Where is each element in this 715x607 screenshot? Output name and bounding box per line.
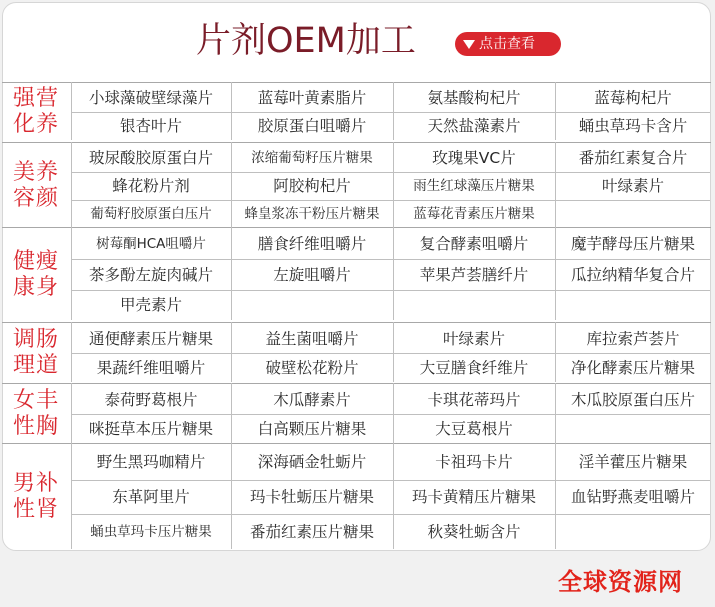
column-divider [71, 142, 72, 228]
product-cell[interactable]: 葡萄籽胶原蛋白压片 [90, 206, 212, 222]
product-cell[interactable]: 甲壳素片 [119, 295, 182, 314]
product-cell[interactable]: 氨基酸枸杞片 [427, 89, 521, 107]
product-cell[interactable]: 淫羊藿压片糖果 [578, 453, 688, 472]
column-divider [555, 227, 556, 320]
section-divider [2, 322, 711, 323]
product-cell[interactable]: 胶原蛋白咀嚼片 [257, 117, 367, 135]
row-divider [72, 172, 710, 173]
product-cell[interactable]: 瓜拉纳精华复合片 [570, 265, 695, 284]
section-label [2, 445, 70, 549]
column-divider [393, 443, 394, 549]
column-divider [231, 82, 232, 140]
product-cell[interactable]: 银杏叶片 [119, 117, 182, 135]
product-cell[interactable]: 通便酵素压片糖果 [88, 329, 213, 348]
section-label-line: 健瘦 [12, 248, 59, 274]
product-cell[interactable]: 野生黑玛咖精片 [96, 453, 206, 472]
section-label-line: 女丰 [12, 388, 59, 413]
row-divider [72, 259, 710, 260]
column-divider [231, 227, 232, 320]
product-cell[interactable]: 雨生红球藻压片糖果 [413, 178, 535, 194]
product-cell[interactable]: 东革阿里片 [112, 488, 190, 506]
product-cell[interactable]: 阿胶枸杞片 [273, 177, 351, 195]
section-label-line: 康身 [12, 274, 59, 300]
product-cell[interactable]: 蓝莓花青素压片糖果 [413, 206, 535, 222]
column-divider [393, 82, 394, 140]
section-label [2, 385, 70, 443]
product-cell[interactable]: 树莓酮HCA咀嚼片 [96, 236, 206, 253]
view-button[interactable] [455, 32, 561, 56]
product-cell [556, 293, 710, 317]
product-cell[interactable]: 蓝莓叶黄素脂片 [257, 89, 367, 107]
product-cell[interactable]: 玫瑰果VC片 [432, 149, 516, 167]
row-divider [72, 480, 710, 481]
column-divider [393, 142, 394, 228]
column-divider [71, 227, 72, 320]
product-cell[interactable]: 番茄红素复合片 [578, 149, 688, 167]
product-cell[interactable]: 破壁松花粉片 [265, 358, 359, 377]
section-divider [2, 227, 711, 228]
product-cell[interactable]: 血钻野燕麦咀嚼片 [570, 488, 695, 506]
row-divider [72, 112, 710, 113]
column-divider [555, 443, 556, 549]
section-divider [2, 142, 711, 143]
section-label-line: 理道 [12, 353, 59, 378]
product-cell[interactable]: 净化酵素压片糖果 [570, 358, 695, 377]
product-cell[interactable]: 玛卡黄精压片糖果 [411, 488, 536, 506]
section-label [2, 144, 70, 228]
product-cell[interactable]: 木瓜酵素片 [273, 390, 351, 409]
product-cell[interactable]: 小球藻破壁绿藻片 [88, 89, 213, 107]
product-cell[interactable]: 秋葵牡蛎含片 [427, 522, 521, 541]
product-cell[interactable]: 复合酵素咀嚼片 [419, 235, 529, 254]
column-divider [393, 322, 394, 382]
header [0, 0, 715, 72]
row-divider [72, 200, 710, 201]
product-cell[interactable]: 益生菌咀嚼片 [265, 329, 359, 348]
product-cell[interactable]: 蛹虫草玛卡压片糖果 [90, 523, 212, 540]
product-cell [556, 417, 710, 441]
product-cell[interactable]: 叶绿素片 [601, 177, 664, 195]
product-cell[interactable]: 果蔬纤维咀嚼片 [96, 358, 206, 377]
column-divider [231, 383, 232, 443]
product-cell[interactable]: 大豆膳食纤维片 [419, 358, 529, 377]
product-cell[interactable]: 蓝莓枸杞片 [594, 89, 672, 107]
product-cell [232, 293, 392, 317]
row-divider [72, 414, 710, 415]
row-divider [72, 514, 710, 515]
product-cell[interactable]: 泰荷野葛根片 [104, 390, 198, 409]
column-divider [555, 142, 556, 228]
section-label-line: 容颜 [12, 186, 59, 211]
product-cell[interactable]: 茶多酚左旋肉碱片 [88, 265, 213, 284]
column-divider [555, 82, 556, 140]
product-cell[interactable]: 白高颗压片糖果 [257, 419, 367, 438]
product-cell[interactable]: 深海硒金牡蛎片 [257, 453, 367, 472]
section-divider [2, 82, 711, 83]
section-divider [2, 443, 711, 444]
section-label-line: 性肾 [12, 497, 59, 522]
column-divider [231, 322, 232, 382]
product-cell[interactable]: 叶绿素片 [442, 329, 505, 348]
section-label [2, 229, 70, 320]
column-divider [231, 443, 232, 549]
product-cell[interactable]: 蜂花粉片剂 [112, 177, 190, 195]
product-cell[interactable]: 魔芋酵母压片糖果 [570, 235, 695, 254]
column-divider [71, 443, 72, 549]
section-label-line: 强营 [12, 86, 59, 111]
column-divider [231, 142, 232, 228]
column-divider [71, 322, 72, 382]
section-label-line: 性胸 [12, 414, 59, 439]
product-cell[interactable]: 木瓜胶原蛋白压片 [570, 390, 695, 409]
column-divider [555, 322, 556, 382]
product-cell[interactable]: 天然盐藻素片 [427, 117, 521, 135]
product-cell[interactable]: 库拉索芦荟片 [586, 329, 680, 348]
section-label [2, 84, 70, 140]
section-label [2, 324, 70, 382]
section-label-line: 调肠 [12, 327, 59, 352]
triangle-down-icon [463, 40, 475, 49]
column-divider [71, 383, 72, 443]
section-label-line: 男补 [12, 471, 59, 496]
page-title: 片剂OEM加工 [196, 21, 416, 61]
product-cell[interactable]: 玛卡牡蛎压片糖果 [249, 488, 374, 506]
row-divider [72, 290, 710, 291]
section-label-line: 美养 [12, 160, 59, 185]
product-cell[interactable]: 玻尿酸胶原蛋白片 [88, 149, 213, 167]
product-cell[interactable]: 左旋咀嚼片 [273, 265, 351, 284]
product-cell[interactable]: 蜂皇浆冻干粉压片糖果 [244, 206, 380, 222]
product-cell[interactable]: 咪挺草本压片糖果 [88, 419, 213, 438]
column-divider [555, 383, 556, 443]
view-button-label: 点击查看 [479, 36, 535, 52]
section-divider [2, 383, 711, 384]
column-divider [393, 227, 394, 320]
product-cell[interactable]: 卡祖玛卡片 [435, 453, 513, 472]
product-cell[interactable]: 膳食纤维咀嚼片 [257, 235, 367, 254]
product-cell[interactable]: 番茄红素压片糖果 [249, 522, 374, 541]
column-divider [393, 383, 394, 443]
product-cell[interactable]: 卡琪花蒂玛片 [427, 390, 521, 409]
section-label-line: 化养 [12, 112, 59, 137]
product-cell [394, 293, 554, 317]
column-divider [71, 82, 72, 140]
product-cell[interactable]: 浓缩葡萄籽压片糖果 [251, 150, 373, 166]
row-divider [72, 353, 710, 354]
product-cell[interactable]: 蛹虫草玛卡含片 [578, 117, 688, 135]
site-logo: 全球资源网 [558, 568, 683, 596]
product-cell[interactable]: 大豆葛根片 [435, 419, 513, 438]
product-cell[interactable]: 苹果芦荟膳纤片 [419, 265, 529, 284]
product-cell [556, 520, 710, 544]
product-cell [556, 202, 710, 226]
